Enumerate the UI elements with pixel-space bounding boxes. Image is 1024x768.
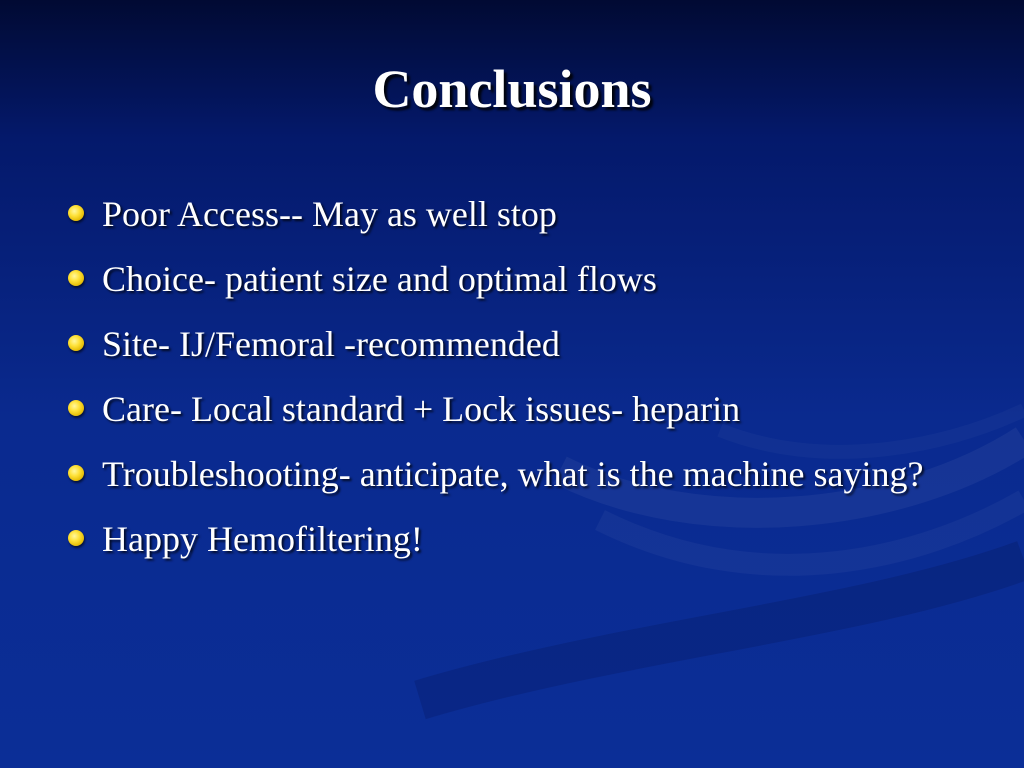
- bullet-text: Troubleshooting- anticipate, what is the machine saying?: [102, 454, 924, 494]
- bullet-dot-icon: [68, 530, 84, 546]
- bullet-dot-icon: [68, 465, 84, 481]
- bullet-item: [64, 320, 984, 368]
- bullet-item: [64, 190, 984, 238]
- slide-title: Conclusions: [372, 59, 652, 119]
- bullet-dot-icon: [68, 400, 84, 416]
- bullet-item: [64, 385, 984, 433]
- bullet-dot-icon: [68, 270, 84, 286]
- bullet-item: [64, 255, 984, 303]
- bullet-text: Care- Local standard + Lock issues- heparin: [102, 389, 741, 429]
- bullet-text: Choice- patient size and optimal flows: [102, 259, 657, 299]
- bullet-item: [64, 515, 984, 563]
- bullet-dot-icon: [68, 335, 84, 351]
- bullet-text: Site- IJ/Femoral -recommended: [102, 324, 560, 364]
- bullet-item: [64, 450, 984, 498]
- bullet-list: [64, 190, 984, 580]
- bullet-dot-icon: [68, 205, 84, 221]
- bullet-text: Poor Access-- May as well stop: [102, 194, 557, 234]
- bullet-text: Happy Hemofiltering!: [102, 519, 423, 559]
